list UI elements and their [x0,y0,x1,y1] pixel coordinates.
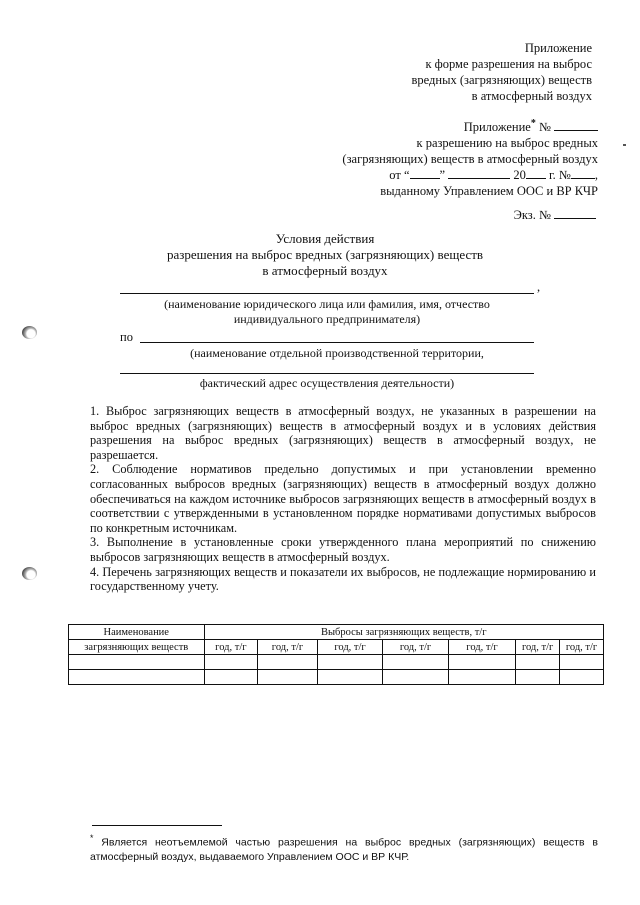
month-blank[interactable] [448,167,510,179]
pollutant-header: Наименование [69,625,205,640]
year-column-header: год, т/г [516,640,560,655]
appendix-number-blank[interactable] [554,119,598,131]
table-cell[interactable] [448,655,515,670]
table-cell[interactable] [69,670,205,685]
table-cell[interactable] [516,670,560,685]
table-cell[interactable] [204,670,258,685]
conditions-list [90,404,596,594]
footnote-mark: * [530,118,536,129]
permit-header [342,116,598,199]
permit-header-line: (загрязняющих) веществ в атмосферный воздух [342,152,598,167]
appendix-header-line: к форме разрешения на выброс [425,57,592,71]
territory-caption: (наименование отдельной производственной территории, [190,346,484,360]
number-label: № [538,120,551,135]
address-caption: фактический адрес осуществления деятельности) [199,376,455,390]
permit-header-line [342,116,598,135]
footnote-text: Является неотъемлемой частью разрешения на выброс вредных (загрязняющих) веществ в атмосферный воздух, выдаваемого Управлением ООС и ВР КЧР. [90,836,599,863]
table-cell[interactable] [383,655,448,670]
footnote-mark: * [90,833,94,843]
table-header-row [69,625,604,640]
punch-hole-bottom [22,567,37,580]
table-cell[interactable] [560,655,604,670]
table-cell[interactable] [317,670,382,685]
title-line: разрешения на выброс вредных (загрязняющих) веществ [166,247,484,262]
permit-date-line [342,167,598,183]
entity-caption [120,297,534,327]
address-line[interactable] [120,373,534,374]
entity-caption-line: индивидуального предпринимателя) [233,312,421,326]
table-row [69,670,604,685]
condition-item: 2. Соблюдение нормативов предельно допустимых и при установлении временно согласованных выбросов вредных (загрязняющих) веществ в атмосферный воздух должно обеспечиваться на каждом источнике выбросов загрязняющих веществ в атмосферный воздух в соответствии с утвержденными в установленном порядке нормативами допустимых выбросов по конкретным источникам. [90,462,596,535]
copy-number [514,207,596,223]
year-column-header: год, т/г [448,640,515,655]
table-row [69,655,604,670]
permit-number-blank[interactable] [571,167,595,179]
date-from-label: от “ [389,168,410,183]
footnote [90,831,598,864]
table-cell[interactable] [383,670,448,685]
footnote-rule [92,825,222,826]
condition-item: 1. Выброс загрязняющих веществ в атмосферный воздух, не указанных в разрешении на выброс вредных (загрязняющих) веществ в атмосферный воздух и в условиях действия разрешения на выброс вредных (загрязняющих) веществ в атмосферный воздух, не разрешается. [90,404,596,462]
appendix-header [412,40,592,104]
entity-name-line[interactable] [120,293,534,294]
copy-number-blank[interactable] [554,207,596,219]
year-column-header: год, т/г [383,640,448,655]
year-column-header: год, т/г [258,640,318,655]
table-cell[interactable] [516,655,560,670]
copy-number-label: Экз. № [513,208,551,222]
year-column-header: год, т/г [204,640,258,655]
table-cell[interactable] [258,655,318,670]
title-line: Условия действия [275,231,375,246]
table-cell[interactable] [204,655,258,670]
entity-line-comma: , [537,280,541,294]
appendix-header-line: в атмосферный воздух [471,89,592,103]
appendix-header-line: Приложение [524,41,592,55]
appendix-header-line: вредных (загрязняющих) веществ [411,73,592,87]
year-blank[interactable] [526,167,546,179]
entity-caption-line: (наименование юридического лица или фамилия, имя, отчество [164,297,490,311]
table-cell[interactable] [69,655,205,670]
date-quote: ” [439,168,446,183]
table-cell[interactable] [258,670,318,685]
date-comma: , [594,168,598,183]
table-cell[interactable] [560,670,604,685]
condition-item: 4. Перечень загрязняющих веществ и показатели их выбросов, не подлежащие нормированию и государственному учету. [90,564,596,594]
table-cell[interactable] [317,655,382,670]
day-blank[interactable] [410,167,440,179]
permit-appendix-label: Приложение [463,120,531,135]
year-prefix: 20 [513,168,526,183]
po-label: по [120,330,133,344]
permit-header-line: к разрешению на выброс вредных [416,136,598,151]
condition-item: 3. Выполнение в установленные сроки утвержденного плана мероприятий по снижению выбросов загрязняющих веществ в атмосферный воздух. [90,535,596,564]
emissions-table [68,624,604,685]
scan-speck [623,144,626,146]
table-subheader-row [69,640,604,655]
punch-hole-top [22,326,37,339]
emissions-group-header: Выбросы загрязняющих веществ, т/г [204,625,603,640]
document-title [120,231,530,279]
year-column-header: год, т/г [560,640,604,655]
pollutant-header-cont: загрязняющих веществ [69,640,205,655]
permit-number-label: г. № [548,168,571,183]
title-line: в атмосферный воздух [262,263,388,278]
year-column-header: год, т/г [317,640,382,655]
territory-line[interactable] [140,342,534,343]
table-cell[interactable] [448,670,515,685]
permit-header-line: выданному Управлением ООС и ВР КЧР [380,184,598,199]
